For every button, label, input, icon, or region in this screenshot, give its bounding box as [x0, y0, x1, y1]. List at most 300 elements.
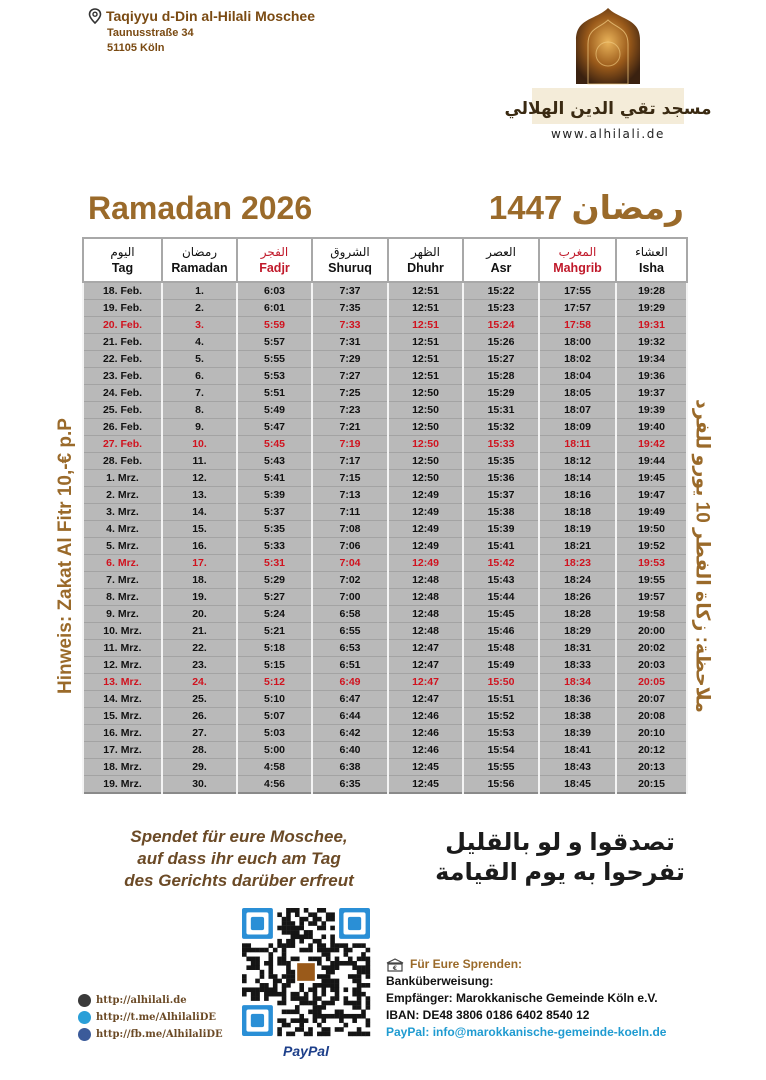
cell-maghrib: 18:21 — [539, 538, 616, 555]
cell-shuruq: 6:40 — [312, 742, 388, 759]
paypal-qr-code[interactable] — [232, 908, 380, 1036]
cell-dhuhr: 12:45 — [388, 759, 463, 776]
column-header-german: Asr — [490, 261, 512, 275]
cell-maghrib: 18:29 — [539, 623, 616, 640]
cell-fadjr: 4:56 — [237, 776, 312, 794]
cell-shuruq: 7:00 — [312, 589, 388, 606]
cell-fadjr: 5:10 — [237, 691, 312, 708]
cell-shuruq: 7:02 — [312, 572, 388, 589]
cell-date: 13. Mrz. — [83, 674, 162, 691]
cell-asr: 15:29 — [463, 385, 539, 402]
table-row — [83, 419, 687, 436]
table-row — [83, 282, 687, 300]
column-header-arabic: اليوم — [110, 245, 135, 259]
cell-day: 2. — [162, 300, 237, 317]
column-header — [463, 238, 539, 282]
cell-dhuhr: 12:48 — [388, 606, 463, 623]
cell-dhuhr: 12:47 — [388, 691, 463, 708]
cell-shuruq: 7:31 — [312, 334, 388, 351]
cell-fadjr: 4:58 — [237, 759, 312, 776]
cell-date: 27. Feb. — [83, 436, 162, 453]
cell-asr: 15:28 — [463, 368, 539, 385]
cell-dhuhr: 12:51 — [388, 351, 463, 368]
cell-asr: 15:24 — [463, 317, 539, 334]
cell-dhuhr: 12:51 — [388, 317, 463, 334]
telegram-icon — [78, 1011, 91, 1024]
cell-day: 11. — [162, 453, 237, 470]
cell-maghrib: 18:00 — [539, 334, 616, 351]
cell-day: 5. — [162, 351, 237, 368]
table-row — [83, 317, 687, 334]
cell-asr: 15:51 — [463, 691, 539, 708]
slogan-line: تفرحوا به يوم القيامة — [435, 859, 685, 886]
cell-shuruq: 7:17 — [312, 453, 388, 470]
cell-asr: 15:56 — [463, 776, 539, 794]
cell-shuruq: 6:58 — [312, 606, 388, 623]
cell-day: 28. — [162, 742, 237, 759]
cell-asr: 15:23 — [463, 300, 539, 317]
cell-date: 9. Mrz. — [83, 606, 162, 623]
cell-dhuhr: 12:51 — [388, 368, 463, 385]
table-row — [83, 640, 687, 657]
cell-day: 4. — [162, 334, 237, 351]
table-row — [83, 674, 687, 691]
cell-shuruq: 7:15 — [312, 470, 388, 487]
table-row — [83, 589, 687, 606]
table-row — [83, 759, 687, 776]
cell-isha: 20:03 — [616, 657, 687, 674]
column-header-arabic: الشروق — [330, 245, 370, 259]
column-header-german: Tag — [111, 261, 134, 275]
link-text[interactable]: http://alhilali.de — [96, 995, 187, 1006]
cell-fadjr: 5:43 — [237, 453, 312, 470]
cell-day: 9. — [162, 419, 237, 436]
cell-isha: 19:58 — [616, 606, 687, 623]
prayer-times-table — [82, 237, 688, 794]
cell-fadjr: 5:12 — [237, 674, 312, 691]
location-pin-icon — [88, 8, 102, 24]
cell-isha: 19:42 — [616, 436, 687, 453]
cell-dhuhr: 12:46 — [388, 725, 463, 742]
cell-fadjr: 6:03 — [237, 282, 312, 300]
cell-maghrib: 18:41 — [539, 742, 616, 759]
table-row — [83, 385, 687, 402]
cell-isha: 19:52 — [616, 538, 687, 555]
cell-day: 23. — [162, 657, 237, 674]
cell-date: 21. Feb. — [83, 334, 162, 351]
cell-fadjr: 5:51 — [237, 385, 312, 402]
cell-asr: 15:38 — [463, 504, 539, 521]
cell-day: 16. — [162, 538, 237, 555]
table-row — [83, 436, 687, 453]
cell-day: 3. — [162, 317, 237, 334]
column-header — [616, 238, 687, 282]
cell-isha: 20:15 — [616, 776, 687, 794]
cell-shuruq: 6:47 — [312, 691, 388, 708]
cell-day: 1. — [162, 282, 237, 300]
cell-day: 12. — [162, 470, 237, 487]
cell-shuruq: 7:13 — [312, 487, 388, 504]
cell-isha: 19:50 — [616, 521, 687, 538]
column-header-arabic: المغرب — [558, 245, 597, 259]
cell-maghrib: 18:11 — [539, 436, 616, 453]
column-header — [162, 238, 237, 282]
cell-fadjr: 5:57 — [237, 334, 312, 351]
cell-fadjr: 5:07 — [237, 708, 312, 725]
cell-asr: 15:48 — [463, 640, 539, 657]
cell-day: 20. — [162, 606, 237, 623]
cell-dhuhr: 12:48 — [388, 589, 463, 606]
cell-dhuhr: 12:50 — [388, 385, 463, 402]
cell-day: 15. — [162, 521, 237, 538]
cell-date: 12. Mrz. — [83, 657, 162, 674]
table-row — [83, 623, 687, 640]
link-telegram[interactable] — [78, 1009, 223, 1026]
cell-dhuhr: 12:46 — [388, 742, 463, 759]
cell-date: 11. Mrz. — [83, 640, 162, 657]
cell-dhuhr: 12:51 — [388, 282, 463, 300]
column-header — [312, 238, 388, 282]
cell-shuruq: 7:37 — [312, 282, 388, 300]
cell-asr: 15:55 — [463, 759, 539, 776]
cell-date: 14. Mrz. — [83, 691, 162, 708]
cell-isha: 19:29 — [616, 300, 687, 317]
cell-isha: 20:05 — [616, 674, 687, 691]
cell-fadjr: 5:03 — [237, 725, 312, 742]
cell-date: 7. Mrz. — [83, 572, 162, 589]
cell-isha: 20:10 — [616, 725, 687, 742]
cell-day: 13. — [162, 487, 237, 504]
table-row — [83, 776, 687, 794]
cell-day: 14. — [162, 504, 237, 521]
column-header-arabic: الظهر — [411, 245, 440, 259]
column-header-german: Isha — [638, 261, 664, 275]
cell-maghrib: 18:14 — [539, 470, 616, 487]
cell-dhuhr: 12:49 — [388, 555, 463, 572]
table-row — [83, 606, 687, 623]
cell-date: 16. Mrz. — [83, 725, 162, 742]
cell-shuruq: 6:49 — [312, 674, 388, 691]
bank-recipient: Empfänger: Marokkanische Gemeinde Köln e.V. — [386, 991, 658, 1005]
cell-shuruq: 7:04 — [312, 555, 388, 572]
cell-isha: 20:07 — [616, 691, 687, 708]
cell-asr: 15:54 — [463, 742, 539, 759]
mosque-name: Taqiyyu d-Din al-Hilali Moschee — [106, 8, 316, 24]
table-row — [83, 368, 687, 385]
cell-dhuhr: 12:49 — [388, 538, 463, 555]
table-row — [83, 402, 687, 419]
cell-maghrib: 18:38 — [539, 708, 616, 725]
cell-fadjr: 5:49 — [237, 402, 312, 419]
cell-isha: 19:32 — [616, 334, 687, 351]
cell-asr: 15:37 — [463, 487, 539, 504]
cell-asr: 15:27 — [463, 351, 539, 368]
cell-dhuhr: 12:49 — [388, 504, 463, 521]
cell-date: 25. Feb. — [83, 402, 162, 419]
cell-maghrib: 18:02 — [539, 351, 616, 368]
link-facebook[interactable] — [78, 1026, 223, 1043]
cell-isha: 19:36 — [616, 368, 687, 385]
cell-shuruq: 7:25 — [312, 385, 388, 402]
cell-isha: 20:00 — [616, 623, 687, 640]
cell-fadjr: 5:21 — [237, 623, 312, 640]
cell-dhuhr: 12:50 — [388, 453, 463, 470]
cell-asr: 15:22 — [463, 282, 539, 300]
column-header-arabic: العصر — [486, 245, 516, 259]
cell-asr: 15:49 — [463, 657, 539, 674]
table-row — [83, 691, 687, 708]
cell-isha: 19:55 — [616, 572, 687, 589]
cell-maghrib: 17:55 — [539, 282, 616, 300]
cell-dhuhr: 12:51 — [388, 300, 463, 317]
cell-asr: 15:39 — [463, 521, 539, 538]
cell-day: 6. — [162, 368, 237, 385]
cell-day: 22. — [162, 640, 237, 657]
cell-maghrib: 18:43 — [539, 759, 616, 776]
street: Taunusstraße 34 — [107, 27, 194, 39]
cell-date: 19. Mrz. — [83, 776, 162, 794]
cell-dhuhr: 12:50 — [388, 402, 463, 419]
bank-heading: Für Eure Sprenden: — [410, 957, 523, 971]
cell-asr: 15:36 — [463, 470, 539, 487]
cell-dhuhr: 12:45 — [388, 776, 463, 794]
cell-fadjr: 5:45 — [237, 436, 312, 453]
zakat-note-arabic: ملاحظة: زكاة الفطر 10 يورو للفرد — [691, 399, 713, 713]
cell-asr: 15:45 — [463, 606, 539, 623]
cell-fadjr: 5:24 — [237, 606, 312, 623]
cell-shuruq: 6:35 — [312, 776, 388, 794]
logo-calligraphy: مسجد تقي الدين الهلالي — [504, 99, 712, 119]
table-row — [83, 521, 687, 538]
cell-maghrib: 18:39 — [539, 725, 616, 742]
cell-isha: 20:13 — [616, 759, 687, 776]
column-header-arabic: الفجر — [260, 245, 289, 259]
cell-asr: 15:33 — [463, 436, 539, 453]
bank-details — [386, 956, 666, 1041]
table-body — [83, 282, 687, 793]
cell-shuruq: 6:44 — [312, 708, 388, 725]
column-header-german: Fadjr — [259, 261, 290, 275]
cell-isha: 19:44 — [616, 453, 687, 470]
cell-dhuhr: 12:47 — [388, 657, 463, 674]
cell-fadjr: 5:55 — [237, 351, 312, 368]
cell-maghrib: 18:09 — [539, 419, 616, 436]
cell-maghrib: 18:26 — [539, 589, 616, 606]
cell-date: 15. Mrz. — [83, 708, 162, 725]
table-row — [83, 657, 687, 674]
cell-date: 22. Feb. — [83, 351, 162, 368]
cell-shuruq: 7:27 — [312, 368, 388, 385]
link-text[interactable]: http://t.me/AlhilaliDE — [96, 1012, 216, 1023]
globe-icon — [78, 994, 91, 1007]
cell-date: 10. Mrz. — [83, 623, 162, 640]
svg-text:€: € — [392, 964, 398, 972]
cell-asr: 15:53 — [463, 725, 539, 742]
cell-fadjr: 5:37 — [237, 504, 312, 521]
cell-asr: 15:52 — [463, 708, 539, 725]
facebook-icon — [78, 1028, 91, 1041]
bank-transfer-label: Banküberweisung: — [386, 974, 494, 988]
cell-isha: 19:45 — [616, 470, 687, 487]
column-header-german: Shuruq — [328, 261, 372, 275]
cell-fadjr: 6:01 — [237, 300, 312, 317]
cell-maghrib: 18:34 — [539, 674, 616, 691]
cell-date: 28. Feb. — [83, 453, 162, 470]
cell-fadjr: 5:15 — [237, 657, 312, 674]
cell-fadjr: 5:18 — [237, 640, 312, 657]
title-german: Ramadan 2026 — [88, 190, 313, 226]
donation-slogan-arabic — [424, 828, 696, 888]
cell-shuruq: 7:08 — [312, 521, 388, 538]
bank-iban: IBAN: DE48 3806 0186 6402 8540 12 — [386, 1008, 590, 1022]
cell-day: 26. — [162, 708, 237, 725]
cell-maghrib: 18:33 — [539, 657, 616, 674]
table-row — [83, 725, 687, 742]
cell-shuruq: 7:19 — [312, 436, 388, 453]
cell-isha: 19:49 — [616, 504, 687, 521]
mosque-logo — [504, 6, 712, 146]
cell-fadjr: 5:31 — [237, 555, 312, 572]
cell-fadjr: 5:29 — [237, 572, 312, 589]
cell-date: 17. Mrz. — [83, 742, 162, 759]
cell-day: 24. — [162, 674, 237, 691]
cell-isha: 20:12 — [616, 742, 687, 759]
table-row — [83, 334, 687, 351]
cell-day: 25. — [162, 691, 237, 708]
cell-maghrib: 18:45 — [539, 776, 616, 794]
cell-day: 30. — [162, 776, 237, 794]
link-website[interactable] — [78, 992, 223, 1009]
cell-fadjr: 5:59 — [237, 317, 312, 334]
cell-shuruq: 7:29 — [312, 351, 388, 368]
cell-asr: 15:26 — [463, 334, 539, 351]
cell-day: 27. — [162, 725, 237, 742]
cell-maghrib: 18:16 — [539, 487, 616, 504]
cell-date: 23. Feb. — [83, 368, 162, 385]
cell-asr: 15:43 — [463, 572, 539, 589]
cell-fadjr: 5:39 — [237, 487, 312, 504]
cell-day: 18. — [162, 572, 237, 589]
cell-date: 2. Mrz. — [83, 487, 162, 504]
cell-dhuhr: 12:46 — [388, 708, 463, 725]
column-header-arabic: رمضان — [181, 245, 218, 259]
cell-fadjr: 5:35 — [237, 521, 312, 538]
header-row — [83, 238, 687, 282]
cell-maghrib: 18:36 — [539, 691, 616, 708]
cell-shuruq: 7:33 — [312, 317, 388, 334]
mosque-address — [88, 8, 315, 54]
cell-date: 8. Mrz. — [83, 589, 162, 606]
cell-fadjr: 5:41 — [237, 470, 312, 487]
cell-asr: 15:44 — [463, 589, 539, 606]
table-header — [83, 238, 687, 282]
cell-maghrib: 18:28 — [539, 606, 616, 623]
cell-fadjr: 5:47 — [237, 419, 312, 436]
cell-asr: 15:46 — [463, 623, 539, 640]
cell-date: 18. Feb. — [83, 282, 162, 300]
slogan-line: des Gerichts darüber erfreut — [124, 871, 354, 890]
table-row — [83, 572, 687, 589]
cell-dhuhr: 12:50 — [388, 419, 463, 436]
cell-isha: 19:37 — [616, 385, 687, 402]
column-header-german: Ramadan — [171, 261, 228, 275]
cell-isha: 19:39 — [616, 402, 687, 419]
cell-dhuhr: 12:48 — [388, 623, 463, 640]
cell-shuruq: 7:21 — [312, 419, 388, 436]
cell-shuruq: 7:35 — [312, 300, 388, 317]
cell-maghrib: 18:19 — [539, 521, 616, 538]
cell-date: 19. Feb. — [83, 300, 162, 317]
cell-day: 8. — [162, 402, 237, 419]
cell-day: 10. — [162, 436, 237, 453]
social-links — [78, 992, 223, 1043]
cell-asr: 15:50 — [463, 674, 539, 691]
cell-fadjr: 5:33 — [237, 538, 312, 555]
cell-date: 26. Feb. — [83, 419, 162, 436]
cell-asr: 15:31 — [463, 402, 539, 419]
cell-dhuhr: 12:50 — [388, 436, 463, 453]
cell-maghrib: 18:12 — [539, 453, 616, 470]
cell-shuruq: 6:42 — [312, 725, 388, 742]
slogan-line: auf dass ihr euch am Tag — [137, 849, 341, 868]
cell-maghrib: 18:23 — [539, 555, 616, 572]
cell-date: 5. Mrz. — [83, 538, 162, 555]
cell-date: 1. Mrz. — [83, 470, 162, 487]
title-arabic: رمضان 1447 — [488, 189, 684, 226]
table-row — [83, 453, 687, 470]
cell-date: 24. Feb. — [83, 385, 162, 402]
cell-day: 19. — [162, 589, 237, 606]
cell-maghrib: 17:57 — [539, 300, 616, 317]
cell-shuruq: 7:11 — [312, 504, 388, 521]
city: 51105 Köln — [107, 42, 165, 54]
cell-maghrib: 18:04 — [539, 368, 616, 385]
cell-asr: 15:35 — [463, 453, 539, 470]
money-icon — [386, 958, 404, 972]
cell-dhuhr: 12:48 — [388, 572, 463, 589]
cell-asr: 15:32 — [463, 419, 539, 436]
cell-date: 3. Mrz. — [83, 504, 162, 521]
cell-maghrib: 17:58 — [539, 317, 616, 334]
cell-asr: 15:41 — [463, 538, 539, 555]
cell-shuruq: 6:53 — [312, 640, 388, 657]
cell-maghrib: 18:05 — [539, 385, 616, 402]
cell-shuruq: 6:55 — [312, 623, 388, 640]
table-row — [83, 742, 687, 759]
link-text[interactable]: http://fb.me/AlhilaliDE — [96, 1029, 223, 1040]
cell-dhuhr: 12:50 — [388, 470, 463, 487]
table-row — [83, 300, 687, 317]
cell-date: 4. Mrz. — [83, 521, 162, 538]
cell-day: 29. — [162, 759, 237, 776]
cell-day: 17. — [162, 555, 237, 572]
cell-isha: 20:02 — [616, 640, 687, 657]
bank-paypal[interactable]: PayPal: info@marokkanische-gemeinde-koeln.de — [386, 1025, 667, 1039]
table-row — [83, 470, 687, 487]
cell-isha: 20:08 — [616, 708, 687, 725]
cell-shuruq: 6:38 — [312, 759, 388, 776]
column-header — [388, 238, 463, 282]
cell-dhuhr: 12:49 — [388, 487, 463, 504]
cell-fadjr: 5:53 — [237, 368, 312, 385]
table-row — [83, 504, 687, 521]
mosque-name-row — [88, 8, 315, 24]
cell-asr: 15:42 — [463, 555, 539, 572]
cell-isha: 19:40 — [616, 419, 687, 436]
column-header — [83, 238, 162, 282]
table-row — [83, 538, 687, 555]
cell-maghrib: 18:31 — [539, 640, 616, 657]
